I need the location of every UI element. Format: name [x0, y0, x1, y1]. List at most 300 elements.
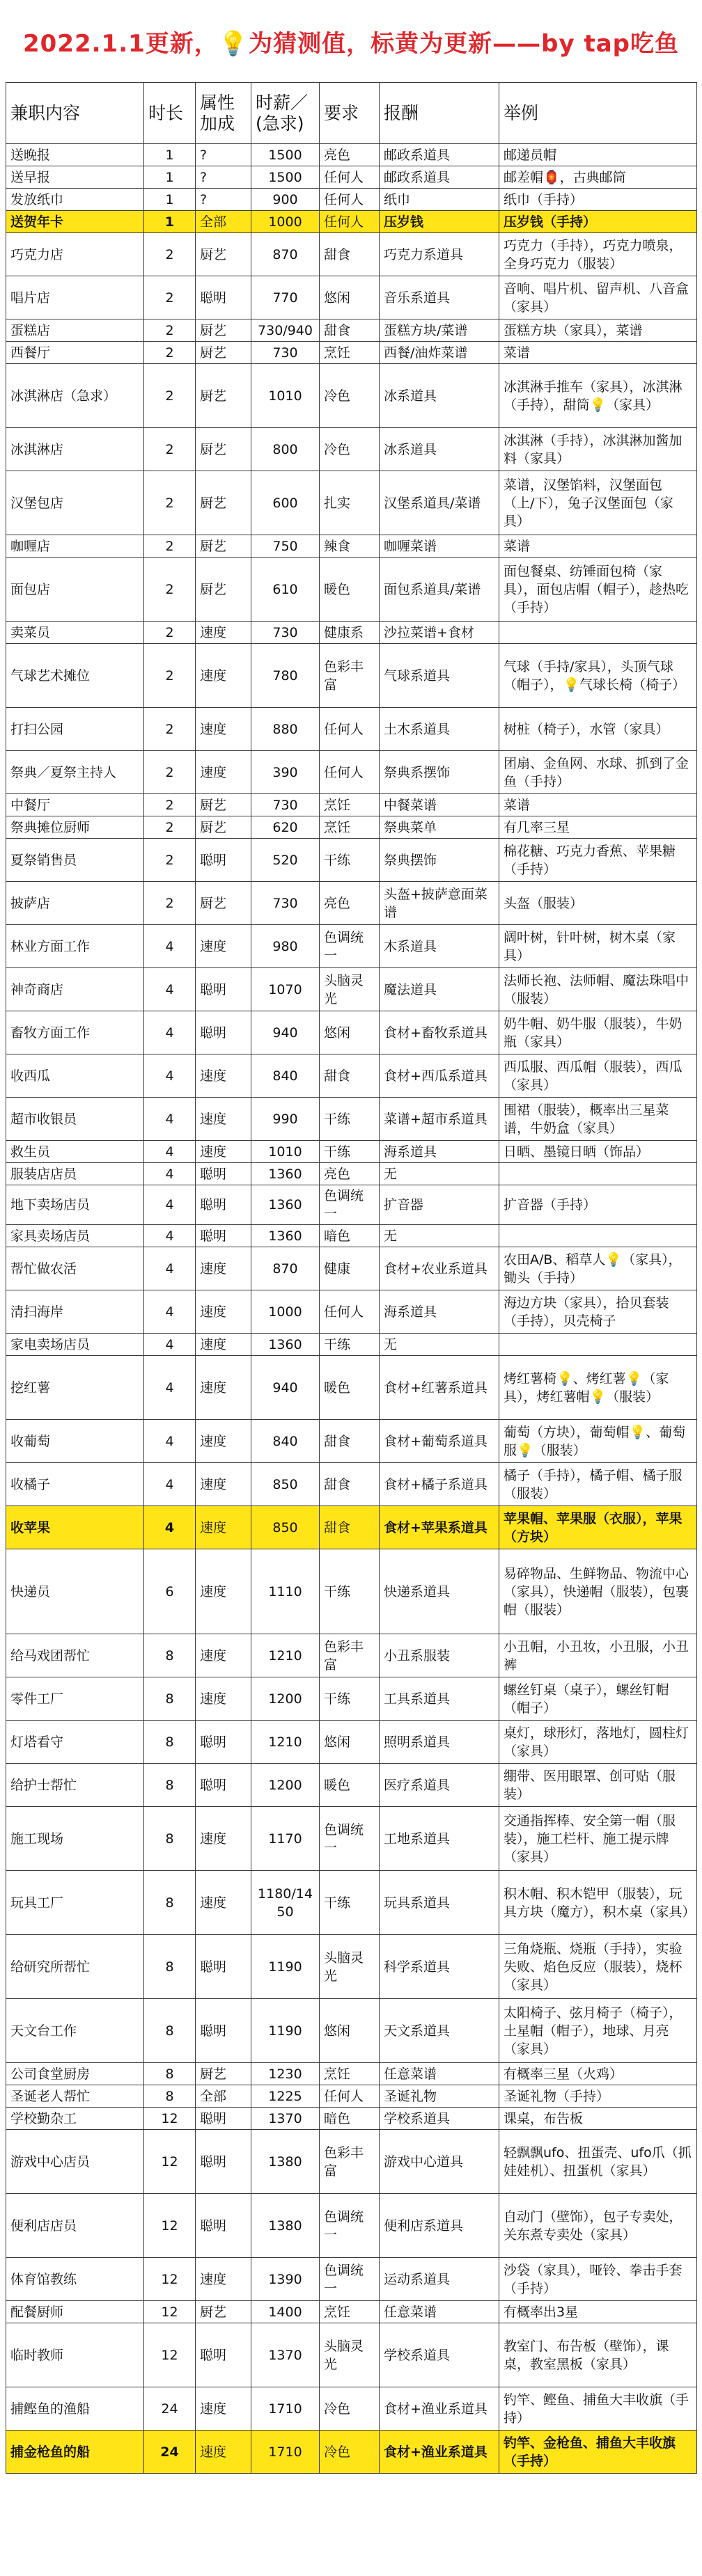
example-cell: 教室门、布告板（壁饰），课桌，教室黑板（家具）: [499, 2323, 697, 2387]
pay-cell: 730: [251, 882, 320, 925]
job-name-cell: 体育馆教练: [6, 2258, 144, 2301]
reward-cell: 便利店系道具: [380, 2194, 499, 2258]
hours-cell: 8: [144, 1721, 196, 1764]
hours-cell: 2: [144, 882, 196, 925]
reward-cell: 魔法道具: [380, 968, 499, 1011]
requirement-cell: 健康: [320, 1247, 380, 1290]
attr-cell: 厨艺: [196, 471, 251, 535]
job-name-cell: 送贺年卡: [6, 211, 144, 233]
reward-cell: 冰系道具: [380, 428, 499, 471]
pay-cell: 840: [251, 1420, 320, 1463]
example-cell: 海边方块（家具），拾贝套装（手持），贝壳椅子: [499, 1290, 697, 1334]
attr-cell: 速度: [196, 1356, 251, 1420]
hours-cell: 4: [144, 1290, 196, 1334]
reward-cell: 食材+畜牧系道具: [380, 1011, 499, 1054]
job-name-cell: 公司食堂厨房: [6, 2063, 144, 2085]
pay-cell: 1710: [251, 2431, 320, 2474]
job-name-cell: 配餐厨师: [6, 2301, 144, 2323]
table-row: [6, 1506, 697, 1549]
hours-cell: 4: [144, 1463, 196, 1506]
requirement-cell: 暗色: [320, 2108, 380, 2130]
reward-cell: 食材+渔业系道具: [380, 2387, 499, 2431]
hours-cell: 2: [144, 622, 196, 644]
hours-cell: 2: [144, 644, 196, 708]
example-cell: 易碎物品、生鲜物品、物流中心（家具），快递帽（服装），包裹帽（服装）: [499, 1549, 697, 1634]
job-name-cell: 西餐厅: [6, 342, 144, 364]
table-row: [6, 1999, 697, 2063]
job-name-cell: 清扫海岸: [6, 1290, 144, 1334]
hours-cell: 12: [144, 2194, 196, 2258]
job-name-cell: 咖喱店: [6, 535, 144, 558]
hours-cell: 4: [144, 1163, 196, 1185]
requirement-cell: 冷色: [320, 428, 380, 471]
example-cell: 西瓜服、西瓜帽（服装），西瓜（家具）: [499, 1054, 697, 1098]
table-row: [6, 1185, 697, 1225]
reward-cell: 祭典摆饰: [380, 839, 499, 882]
table-row: [6, 968, 697, 1011]
hours-cell: 4: [144, 1225, 196, 1247]
example-cell: 苹果帽、苹果服（衣服），苹果（方块）: [499, 1506, 697, 1549]
pay-cell: 1390: [251, 2258, 320, 2301]
hours-cell: 24: [144, 2387, 196, 2431]
attr-cell: 聪明: [196, 1225, 251, 1247]
pay-cell: 1000: [251, 1290, 320, 1334]
table-row: [6, 1549, 697, 1634]
attr-cell: 聪明: [196, 2323, 251, 2387]
hours-cell: 8: [144, 1935, 196, 1999]
pay-cell: 980: [251, 925, 320, 968]
pay-cell: 1210: [251, 1721, 320, 1764]
hours-cell: 1: [144, 211, 196, 233]
attr-cell: 速度: [196, 1247, 251, 1290]
col-header-reward: 报酬: [380, 83, 499, 144]
requirement-cell: 烹饪: [320, 342, 380, 364]
hours-cell: 2: [144, 794, 196, 816]
hours-cell: 2: [144, 428, 196, 471]
example-cell: 蛋糕方块（家具），菜谱: [499, 319, 697, 342]
attr-cell: 全部: [196, 211, 251, 233]
pay-cell: 1190: [251, 1935, 320, 1999]
example-cell: [499, 1225, 697, 1247]
reward-cell: 中餐菜谱: [380, 794, 499, 816]
reward-cell: 小丑系服装: [380, 1634, 499, 1677]
table-row: [6, 1290, 697, 1334]
attr-cell: 聪明: [196, 1764, 251, 1807]
pay-cell: 610: [251, 558, 320, 622]
pay-cell: 1500: [251, 144, 320, 166]
table-row: [6, 276, 697, 319]
job-name-cell: 给马戏团帮忙: [6, 1634, 144, 1677]
requirement-cell: 色彩丰富: [320, 644, 380, 708]
requirement-cell: 头脑灵光: [320, 2323, 380, 2387]
attr-cell: 厨艺: [196, 342, 251, 364]
pay-cell: 850: [251, 1506, 320, 1549]
table-row: [6, 1247, 697, 1290]
attr-cell: 速度: [196, 1677, 251, 1721]
pay-cell: 1370: [251, 2108, 320, 2130]
pay-cell: 1400: [251, 2301, 320, 2323]
example-cell: 法师长袍、法师帽、魔法珠唱中（服装）: [499, 968, 697, 1011]
requirement-cell: 甜食: [320, 1420, 380, 1463]
attr-cell: 厨艺: [196, 558, 251, 622]
pay-cell: 1500: [251, 166, 320, 189]
table-row: [6, 144, 697, 166]
attr-cell: 厨艺: [196, 428, 251, 471]
attr-cell: 速度: [196, 1290, 251, 1334]
reward-cell: 游戏中心道具: [380, 2130, 499, 2194]
title-text: 2022.1.1更新，💡为猜测值，标黄为更新——by tap吃鱼: [23, 29, 679, 58]
attr-cell: 速度: [196, 622, 251, 644]
example-cell: 巧克力（手持），巧克力喷泉，全身巧克力（服装）: [499, 233, 697, 276]
table-row: [6, 535, 697, 558]
table-row: [6, 1098, 697, 1141]
example-cell: 菜谱: [499, 535, 697, 558]
example-cell: 菜谱: [499, 342, 697, 364]
reward-cell: 食材+葡萄系道具: [380, 1420, 499, 1463]
hours-cell: 8: [144, 1999, 196, 2063]
attr-cell: 速度: [196, 1463, 251, 1506]
pay-cell: 750: [251, 535, 320, 558]
example-cell: 扩音器（手持）: [499, 1185, 697, 1225]
pay-cell: 770: [251, 276, 320, 319]
example-cell: 螺丝钉桌（桌子），螺丝钉帽（帽子）: [499, 1677, 697, 1721]
reward-cell: 无: [380, 1225, 499, 1247]
attr-cell: 厨艺: [196, 794, 251, 816]
pay-cell: 1360: [251, 1225, 320, 1247]
pay-cell: 1200: [251, 1764, 320, 1807]
example-cell: 农田A/B、稻草人💡（家具），锄头（手持）: [499, 1247, 697, 1290]
table-row: [6, 1764, 697, 1807]
pay-cell: 1010: [251, 1141, 320, 1163]
job-name-cell: 捕金枪鱼的船: [6, 2431, 144, 2474]
reward-cell: 祭典菜单: [380, 816, 499, 839]
job-name-cell: 超市收银员: [6, 1098, 144, 1141]
reward-cell: 咖喱菜谱: [380, 535, 499, 558]
table-row: [6, 816, 697, 839]
job-name-cell: 灯塔看守: [6, 1721, 144, 1764]
reward-cell: 海系道具: [380, 1290, 499, 1334]
attr-cell: 厨艺: [196, 535, 251, 558]
reward-cell: 工地系道具: [380, 1807, 499, 1871]
col-header-requirement: 要求: [320, 83, 380, 144]
pay-cell: 730: [251, 622, 320, 644]
part-time-job-table: [6, 82, 697, 2474]
reward-cell: 音乐系道具: [380, 276, 499, 319]
requirement-cell: 悠闲: [320, 276, 380, 319]
requirement-cell: 任何人: [320, 2085, 380, 2108]
table-header-row: [6, 83, 697, 144]
job-name-cell: 游戏中心店员: [6, 2130, 144, 2194]
example-cell: 钓竿、鲣鱼、捕鱼大丰收旗（手持）: [499, 2387, 697, 2431]
job-name-cell: 帮忙做农活: [6, 1247, 144, 1290]
example-cell: 交通指挥棒、安全第一帽（服装），施工栏杆、施工提示牌（家具）: [499, 1807, 697, 1871]
reward-cell: 头盔+披萨意面菜谱: [380, 882, 499, 925]
pay-cell: 1170: [251, 1807, 320, 1871]
hours-cell: 1: [144, 189, 196, 211]
table-row: [6, 2194, 697, 2258]
hours-cell: 4: [144, 925, 196, 968]
attr-cell: 速度: [196, 1054, 251, 1098]
table-row: [6, 925, 697, 968]
reward-cell: 食材+渔业系道具: [380, 2431, 499, 2474]
page-title: [0, 0, 702, 82]
job-name-cell: 给护士帮忙: [6, 1764, 144, 1807]
pay-cell: 730: [251, 342, 320, 364]
hours-cell: 6: [144, 1549, 196, 1634]
example-cell: 棉花糖、巧克力香蕉、苹果糖（手持）: [499, 839, 697, 882]
table-row: [6, 364, 697, 428]
hours-cell: 8: [144, 2085, 196, 2108]
example-cell: 积木帽、积木铠甲（服装），玩具方块（魔方），积木桌（家具）: [499, 1871, 697, 1935]
hours-cell: 2: [144, 233, 196, 276]
requirement-cell: 暗色: [320, 1225, 380, 1247]
hours-cell: 12: [144, 2323, 196, 2387]
col-header-example: 举例: [499, 83, 697, 144]
pay-cell: 870: [251, 233, 320, 276]
example-cell: 冰淇淋手推车（家具），冰淇淋（手持），甜筒💡（家具）: [499, 364, 697, 428]
job-name-cell: 畜牧方面工作: [6, 1011, 144, 1054]
job-name-cell: 中餐厅: [6, 794, 144, 816]
requirement-cell: 色调统一: [320, 2194, 380, 2258]
reward-cell: 沙拉菜谱+食材: [380, 622, 499, 644]
example-cell: 菜谱: [499, 794, 697, 816]
requirement-cell: 任何人: [320, 751, 380, 794]
table-row: [6, 1935, 697, 1999]
attr-cell: 聪明: [196, 1935, 251, 1999]
attr-cell: 聪明: [196, 2194, 251, 2258]
job-name-cell: 打扫公园: [6, 708, 144, 751]
hours-cell: 8: [144, 1634, 196, 1677]
requirement-cell: 亮色: [320, 144, 380, 166]
table-row: [6, 2431, 697, 2474]
example-cell: 课桌，布告板: [499, 2108, 697, 2130]
job-name-cell: 发放纸巾: [6, 189, 144, 211]
attr-cell: 厨艺: [196, 2063, 251, 2085]
job-name-cell: 家电卖场店员: [6, 1334, 144, 1356]
job-name-cell: 卖菜员: [6, 622, 144, 644]
job-name-cell: 汉堡包店: [6, 471, 144, 535]
hours-cell: 8: [144, 1871, 196, 1935]
requirement-cell: 冷色: [320, 364, 380, 428]
example-cell: 团扇、金鱼网、水球、抓到了金鱼（手持）: [499, 751, 697, 794]
requirement-cell: 干练: [320, 1871, 380, 1935]
job-name-cell: 冰淇淋店: [6, 428, 144, 471]
job-name-cell: 收西瓜: [6, 1054, 144, 1098]
attr-cell: 速度: [196, 751, 251, 794]
job-name-cell: 祭典／夏祭主持人: [6, 751, 144, 794]
hours-cell: 12: [144, 2130, 196, 2194]
example-cell: 小丑帽，小丑妆，小丑服，小丑裤: [499, 1634, 697, 1677]
table-row: [6, 1807, 697, 1871]
hours-cell: 1: [144, 144, 196, 166]
example-cell: 有概率三星（火鸡）: [499, 2063, 697, 2085]
pay-cell: 1190: [251, 1999, 320, 2063]
pay-cell: 1360: [251, 1185, 320, 1225]
hours-cell: 4: [144, 1334, 196, 1356]
table-row: [6, 211, 697, 233]
attr-cell: 聪明: [196, 1721, 251, 1764]
hours-cell: 4: [144, 968, 196, 1011]
reward-cell: 食材+红薯系道具: [380, 1356, 499, 1420]
job-name-cell: 夏祭销售员: [6, 839, 144, 882]
hours-cell: 8: [144, 1677, 196, 1721]
requirement-cell: 暖色: [320, 1764, 380, 1807]
reward-cell: 西餐/油炸菜谱: [380, 342, 499, 364]
table-row: [6, 2301, 697, 2323]
pay-cell: 1070: [251, 968, 320, 1011]
table-row: [6, 1011, 697, 1054]
pay-cell: 730/940: [251, 319, 320, 342]
job-name-cell: 祭典摊位厨师: [6, 816, 144, 839]
hours-cell: 4: [144, 1247, 196, 1290]
job-name-cell: 面包店: [6, 558, 144, 622]
attr-cell: 聪明: [196, 839, 251, 882]
attr-cell: 聪明: [196, 2130, 251, 2194]
requirement-cell: 辣食: [320, 535, 380, 558]
job-name-cell: 学校勤杂工: [6, 2108, 144, 2130]
pay-cell: 1230: [251, 2063, 320, 2085]
attr-cell: 速度: [196, 2431, 251, 2474]
pay-cell: 900: [251, 189, 320, 211]
example-cell: 日晒、墨镜日晒（饰品）: [499, 1141, 697, 1163]
reward-cell: 木系道具: [380, 925, 499, 968]
example-cell: 自动门（壁饰），包子专卖处，关东煮专卖处（家具）: [499, 2194, 697, 2258]
table-body: [6, 144, 697, 2474]
col-header-pay: 时薪／(急求): [251, 83, 320, 144]
attr-cell: 速度: [196, 925, 251, 968]
example-cell: 阔叶树，针叶树，树木桌（家具）: [499, 925, 697, 968]
attr-cell: 厨艺: [196, 882, 251, 925]
hours-cell: 2: [144, 342, 196, 364]
reward-cell: 扩音器: [380, 1185, 499, 1225]
pay-cell: 880: [251, 708, 320, 751]
job-name-cell: 收葡萄: [6, 1420, 144, 1463]
requirement-cell: 色调统一: [320, 2258, 380, 2301]
reward-cell: 快递系道具: [380, 1549, 499, 1634]
table-row: [6, 2108, 697, 2130]
hours-cell: 2: [144, 364, 196, 428]
requirement-cell: 扎实: [320, 471, 380, 535]
requirement-cell: 干练: [320, 1334, 380, 1356]
requirement-cell: 任何人: [320, 708, 380, 751]
hours-cell: 4: [144, 1098, 196, 1141]
pay-cell: 1010: [251, 364, 320, 428]
job-name-cell: 挖红薯: [6, 1356, 144, 1420]
example-cell: 绷带、医用眼罩、创可贴（服装）: [499, 1764, 697, 1807]
requirement-cell: 头脑灵光: [320, 1935, 380, 1999]
attr-cell: 速度: [196, 1420, 251, 1463]
requirement-cell: 任何人: [320, 189, 380, 211]
attr-cell: ?: [196, 189, 251, 211]
example-cell: 冰淇淋（手持），冰淇淋加酱加料（家具）: [499, 428, 697, 471]
job-name-cell: 零件工厂: [6, 1677, 144, 1721]
col-header-hours: 时长: [144, 83, 196, 144]
attr-cell: 聪明: [196, 1185, 251, 1225]
table-row: [6, 233, 697, 276]
hours-cell: 12: [144, 2301, 196, 2323]
attr-cell: 厨艺: [196, 816, 251, 839]
requirement-cell: 甜食: [320, 233, 380, 276]
example-cell: 有概率出3星: [499, 2301, 697, 2323]
table-row: [6, 1463, 697, 1506]
example-cell: [499, 622, 697, 644]
reward-cell: 任意菜谱: [380, 2301, 499, 2323]
attr-cell: 聪明: [196, 2108, 251, 2130]
hours-cell: 1: [144, 166, 196, 189]
reward-cell: 汉堡系道具/菜谱: [380, 471, 499, 535]
job-name-cell: 捕鲣鱼的渔船: [6, 2387, 144, 2431]
example-cell: 奶牛帽、奶牛服（服装），牛奶瓶（家具）: [499, 1011, 697, 1054]
attr-cell: 厨艺: [196, 2301, 251, 2323]
reward-cell: 邮政系道具: [380, 144, 499, 166]
hours-cell: 12: [144, 2108, 196, 2130]
reward-cell: 学校系道具: [380, 2108, 499, 2130]
requirement-cell: 暖色: [320, 558, 380, 622]
reward-cell: 冰系道具: [380, 364, 499, 428]
reward-cell: 食材+苹果系道具: [380, 1506, 499, 1549]
table-row: [6, 882, 697, 925]
hours-cell: 8: [144, 1764, 196, 1807]
pay-cell: 780: [251, 644, 320, 708]
attr-cell: 速度: [196, 1871, 251, 1935]
table-row: [6, 2130, 697, 2194]
hours-cell: 4: [144, 1185, 196, 1225]
reward-cell: 玩具系道具: [380, 1871, 499, 1935]
requirement-cell: 冷色: [320, 2431, 380, 2474]
table-row: [6, 2323, 697, 2387]
reward-cell: 蛋糕方块/菜谱: [380, 319, 499, 342]
pay-cell: 1370: [251, 2323, 320, 2387]
hours-cell: 12: [144, 2258, 196, 2301]
hours-cell: 4: [144, 1420, 196, 1463]
example-cell: 太阳椅子、弦月椅子（椅子），土星帽（帽子），地球、月亮（家具）: [499, 1999, 697, 2063]
pay-cell: 620: [251, 816, 320, 839]
requirement-cell: 暖色: [320, 1356, 380, 1420]
table-row: [6, 166, 697, 189]
table-row: [6, 1225, 697, 1247]
hours-cell: 8: [144, 2063, 196, 2085]
example-cell: [499, 1163, 697, 1185]
attr-cell: 速度: [196, 2387, 251, 2431]
job-name-cell: 救生员: [6, 1141, 144, 1163]
job-name-cell: 临时教师: [6, 2323, 144, 2387]
example-cell: 烤红薯椅💡、烤红薯💡（家具），烤红薯帽💡（服装）: [499, 1356, 697, 1420]
table-row: [6, 428, 697, 471]
job-name-cell: 唱片店: [6, 276, 144, 319]
requirement-cell: 甜食: [320, 1506, 380, 1549]
pay-cell: 990: [251, 1098, 320, 1141]
example-cell: 邮递员帽: [499, 144, 697, 166]
attr-cell: 速度: [196, 644, 251, 708]
requirement-cell: 烹饪: [320, 794, 380, 816]
table-row: [6, 1420, 697, 1463]
reward-cell: 巧克力系道具: [380, 233, 499, 276]
requirement-cell: 任何人: [320, 211, 380, 233]
pay-cell: 1710: [251, 2387, 320, 2431]
table-row: [6, 2387, 697, 2431]
table-row: [6, 1677, 697, 1721]
job-name-cell: 玩具工厂: [6, 1871, 144, 1935]
pay-cell: 1210: [251, 1634, 320, 1677]
example-cell: 橘子（手持），橘子帽、橘子服（服装）: [499, 1463, 697, 1506]
reward-cell: 祭典系摆饰: [380, 751, 499, 794]
hours-cell: 4: [144, 1506, 196, 1549]
table-row: [6, 839, 697, 882]
requirement-cell: 甜食: [320, 1463, 380, 1506]
reward-cell: 气球系道具: [380, 644, 499, 708]
table-row: [6, 708, 697, 751]
requirement-cell: 亮色: [320, 882, 380, 925]
